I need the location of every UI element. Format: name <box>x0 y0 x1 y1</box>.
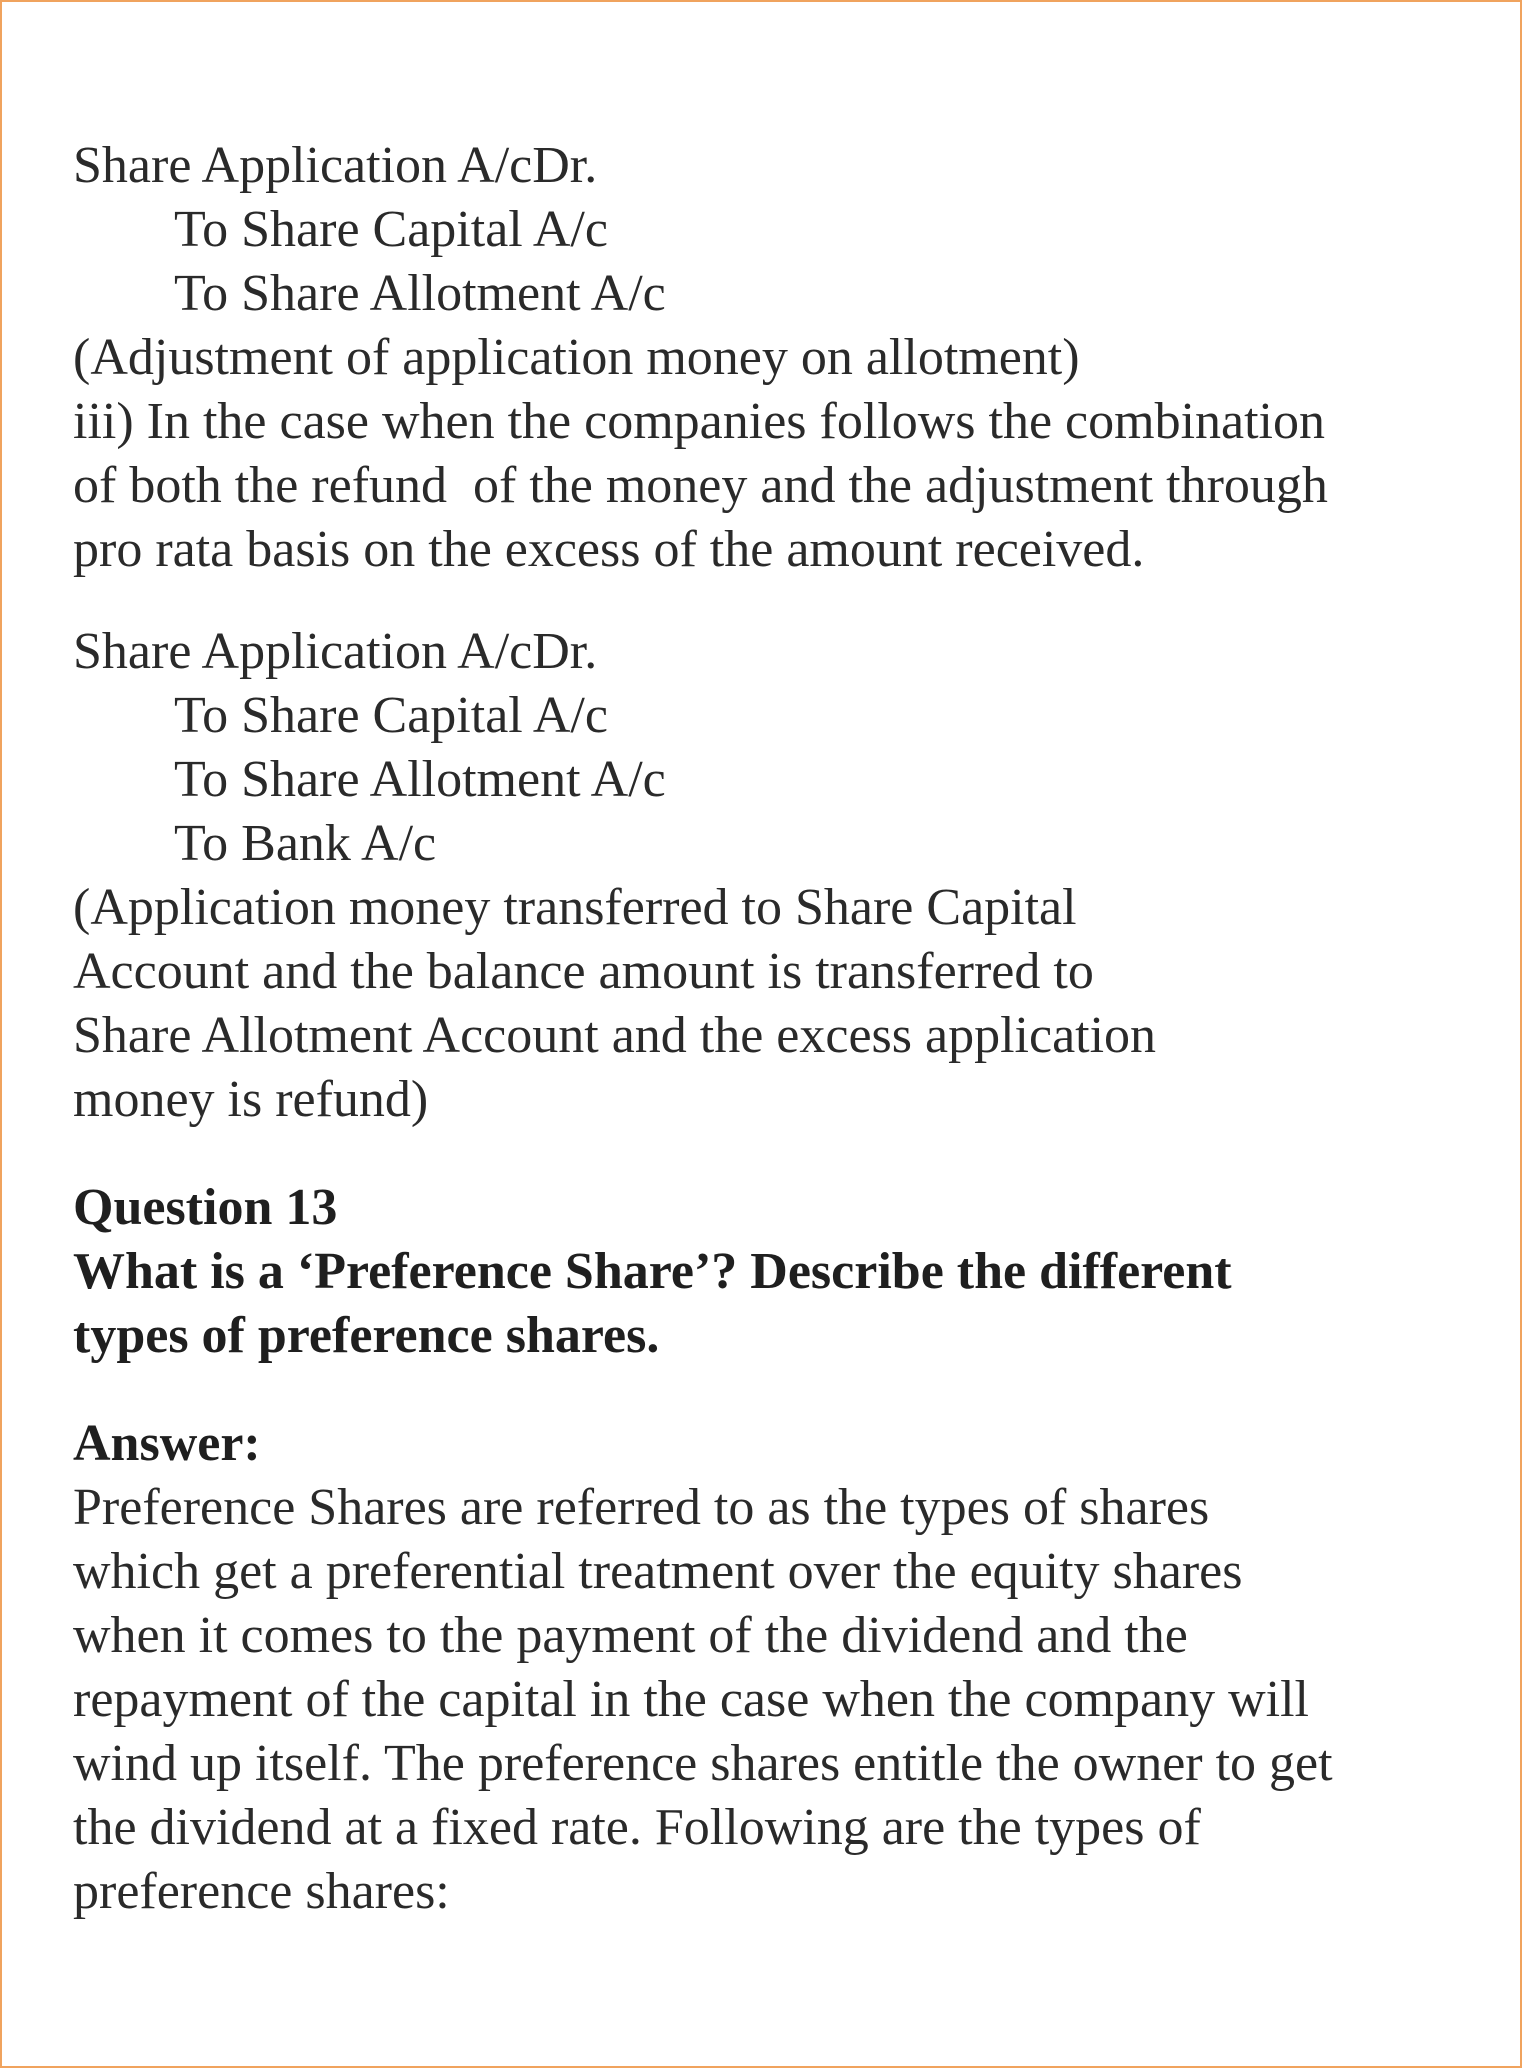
answer-line: repayment of the capital in the case when the company will <box>73 1671 1309 1728</box>
narration-line: Share Allotment Account and the excess application <box>73 1007 1157 1064</box>
journal-entry-adjustment <box>73 134 1473 390</box>
narration-line: (Application money transferred to Share Capital <box>73 879 1077 936</box>
answer-line: wind up itself. The preference shares entitle the owner to get <box>73 1735 1333 1792</box>
credit-line: To Bank A/c <box>174 815 437 872</box>
paragraph-line: iii) In the case when the companies follows the combination <box>73 393 1325 450</box>
narration-line: Account and the balance amount is transferred to <box>73 943 1094 1000</box>
question-text-line: types of preference shares. <box>73 1307 660 1364</box>
debit-line: Share Application A/cDr. <box>73 137 598 194</box>
credit-line: To Share Allotment A/c <box>174 751 666 808</box>
answer-block <box>73 1412 1473 1924</box>
case-three-paragraph <box>73 390 1473 582</box>
credit-line: To Share Capital A/c <box>174 687 608 744</box>
narration-line: (Adjustment of application money on allotment) <box>73 329 1080 386</box>
answer-heading: Answer: <box>73 1415 261 1472</box>
narration-line: money is refund) <box>73 1071 429 1128</box>
answer-line: Preference Shares are referred to as the types of shares <box>73 1479 1210 1536</box>
journal-entry-combined <box>73 620 1473 1132</box>
paragraph-line: pro rata basis on the excess of the amount received. <box>73 521 1145 578</box>
answer-line: the dividend at a fixed rate. Following are the types of <box>73 1799 1201 1856</box>
answer-line: when it comes to the payment of the dividend and the <box>73 1607 1188 1664</box>
page-content <box>73 134 1473 1924</box>
debit-line: Share Application A/cDr. <box>73 623 598 680</box>
question-text-line: What is a ‘Preference Share’? Describe the different <box>73 1243 1232 1300</box>
credit-line: To Share Capital A/c <box>174 201 608 258</box>
question-heading: Question 13 <box>73 1179 338 1236</box>
answer-line: which get a preferential treatment over the equity shares <box>73 1543 1243 1600</box>
credit-line: To Share Allotment A/c <box>174 265 666 322</box>
question-block <box>73 1176 1473 1368</box>
paragraph-line: of both the refund of the money and the adjustment through <box>73 457 1328 514</box>
answer-line: preference shares: <box>73 1863 450 1920</box>
